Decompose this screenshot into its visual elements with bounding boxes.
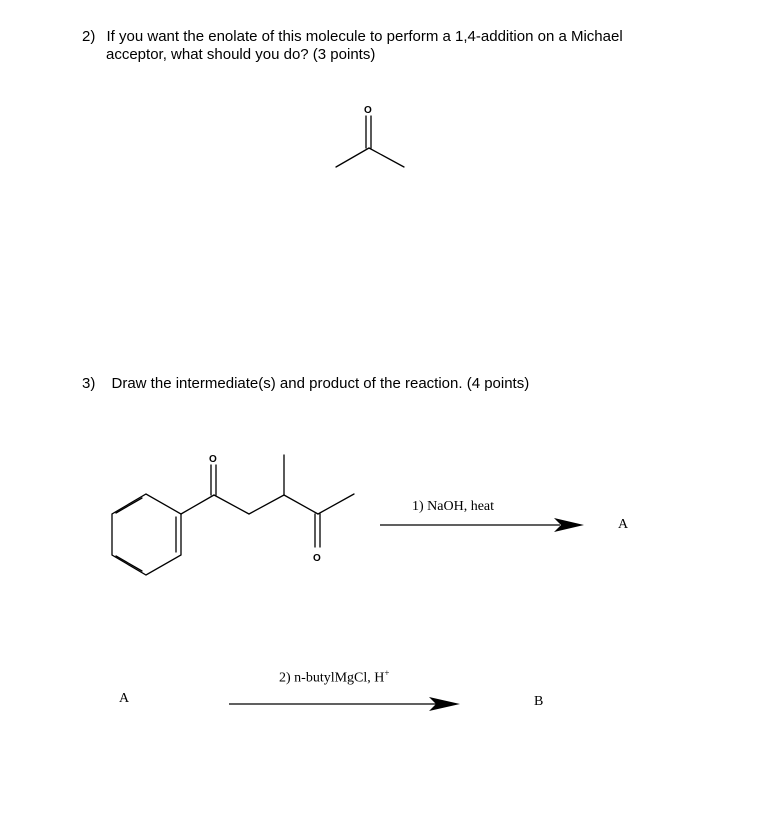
top-oxygen-atom: O [209,454,217,465]
reaction-2-reagent-superscript: + [384,668,390,678]
bottom-oxygen-atom: O [313,553,321,564]
reaction-1-product-label: A [618,517,629,532]
reaction-2-start-label: A [119,691,130,706]
question-3-text: Draw the intermediate(s) and product of the reaction. (4 points) [111,375,530,392]
question-2-line-1: If you want the enolate of this molecule to perform a 1,4-addition on a Michael [106,28,623,45]
question-2-line-2: acceptor, what should you do? (3 points) [106,46,376,63]
acetone-oxygen-atom: O [364,105,372,116]
reaction-2-reagent-text: 2) n-butylMgCl, H [279,670,385,686]
reaction-2-product-label: B [534,694,544,709]
reaction-1-reagent: 1) NaOH, heat [412,499,495,514]
question-3-number: 3) [82,375,96,392]
question-2-number: 2) [82,28,96,45]
